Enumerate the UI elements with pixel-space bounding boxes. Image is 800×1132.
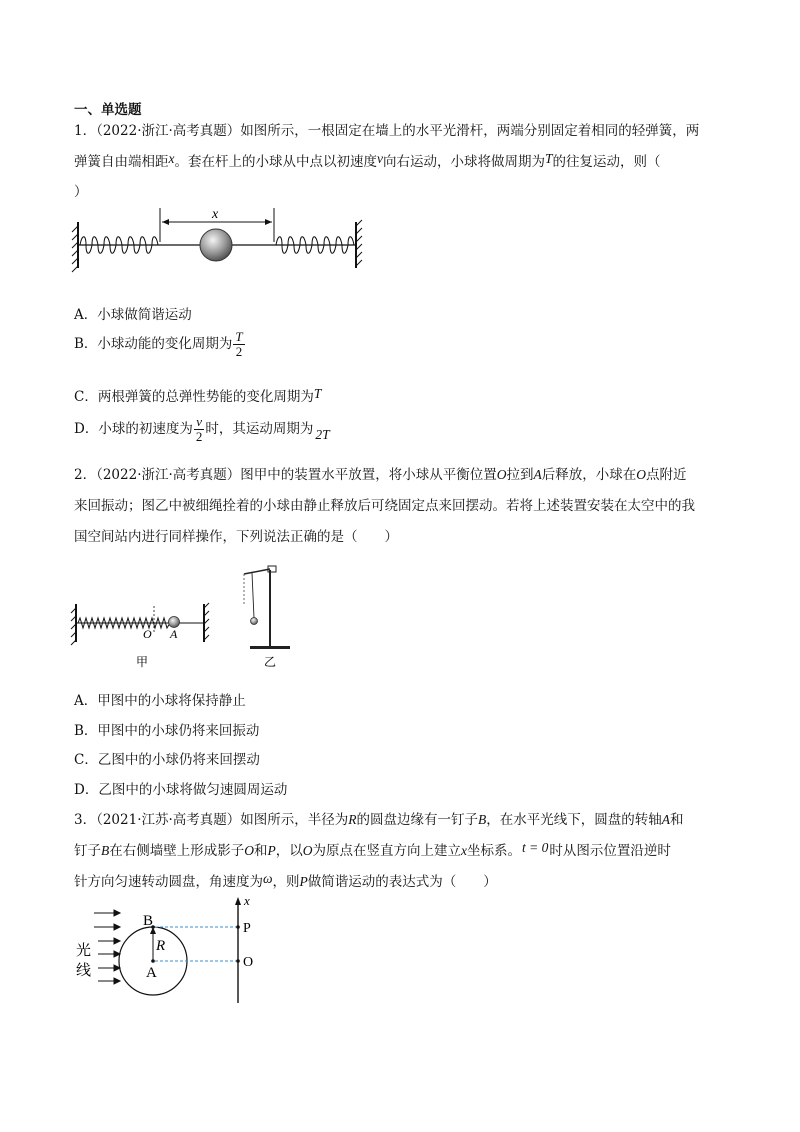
q1-option-c[interactable]	[74, 385, 321, 405]
q3-text: 钉子	[74, 843, 101, 859]
q1-option-d-text: 时，其运动周期为	[205, 421, 314, 437]
fraction-T-over-2	[233, 330, 244, 359]
q3-text: 针方向匀速转动圆盘，角速度为	[74, 874, 263, 890]
q3-line-2	[74, 839, 671, 859]
q1-var-v: v	[377, 151, 383, 166]
q3-text: 时从图示位置沿逆时	[549, 843, 671, 859]
label-P: P	[243, 921, 251, 936]
q2-caption-jia: 甲	[136, 655, 149, 669]
q1-option-a[interactable]: A．小球做简谐运动	[74, 307, 192, 323]
stand-arm	[244, 569, 270, 574]
q1-option-c-var: T	[313, 386, 322, 401]
q3-var-omega: ω	[263, 871, 273, 886]
q2-option-b[interactable]: B．甲图中的小球仍将来回振动	[74, 723, 260, 739]
pendulum-ball	[251, 618, 258, 625]
q3-var-x: x	[461, 843, 467, 858]
q2-var-O: O	[496, 467, 507, 482]
q1-option-b-text: B．小球动能的变化周期为	[74, 336, 233, 352]
label-O: O	[243, 955, 254, 970]
q3-text: 做简谐运动的表达式为（ ）	[307, 874, 497, 890]
q2-number: 2．	[74, 467, 97, 483]
q3-var-O: O	[302, 843, 313, 858]
q3-var-P: P	[299, 874, 308, 889]
q2-option-d[interactable]: D．乙图中的小球将做匀速圆周运动	[74, 782, 288, 798]
q1-option-d-text: D．小球的初速度为	[74, 421, 193, 437]
q2-option-c[interactable]: C．乙图中的小球仍将来回摆动	[74, 752, 260, 768]
q1-number: 1．	[74, 123, 97, 139]
q3-text: ，则	[272, 874, 300, 890]
q3-var-B: B	[478, 812, 487, 827]
q3-var-A: A	[661, 812, 671, 827]
q3-figure-disk	[70, 895, 270, 1005]
q1-fig-x-label: x	[212, 207, 219, 222]
light-arrows	[94, 910, 120, 984]
light-label-1: 光	[76, 941, 92, 959]
q1-line-1	[74, 119, 699, 139]
q1-text: 的往复运动，则（	[552, 154, 661, 170]
q3-text: 在右侧墙壁上形成影子	[109, 843, 245, 859]
q2-figure-yi	[240, 560, 300, 672]
fraction-denominator: 2	[195, 429, 203, 444]
q2-text: 后释放，小球在	[541, 467, 637, 483]
q1-option-c-text: C．两根弹簧的总弹性势能的变化周期为	[74, 389, 314, 405]
q3-text: 为原点在竖直方向上建立	[312, 843, 461, 859]
q1-option-b[interactable]	[74, 330, 246, 359]
q3-t0: t = 0	[522, 840, 549, 855]
q2-fig-O-label: O	[143, 627, 152, 641]
q3-number: 3．	[74, 812, 97, 828]
q2-text: 图甲中的装置水平放置，将小球从平衡位置	[240, 467, 497, 483]
label-B: B	[143, 913, 154, 929]
q3-text: 和	[670, 812, 684, 828]
q2-ball	[169, 617, 180, 628]
q3-text: 坐标系。	[467, 843, 521, 859]
q2-var-A: A	[533, 467, 542, 482]
q2-text: 拉到	[506, 467, 534, 483]
fraction-denominator: 2	[233, 344, 244, 359]
fraction-v-over-2	[194, 415, 205, 444]
section-title: 一、单选题	[74, 102, 142, 118]
q3-var-R: R	[348, 812, 357, 827]
q2-line-3: 国空间站内进行同样操作，下列说法正确的是（ ）	[74, 529, 398, 545]
q1-line-3: ）	[74, 184, 88, 200]
q1-var-x: x	[168, 151, 175, 166]
light-label-2: 线	[76, 961, 92, 979]
q3-text: 的圆盘边缘有一钉子	[356, 812, 479, 828]
q2-option-a[interactable]: A．甲图中的小球将保持静止	[74, 693, 246, 709]
q1-text: 。套在杆上的小球从中点以初速度	[174, 154, 377, 170]
q3-var-O: O	[244, 843, 254, 858]
q3-text: 和	[254, 843, 268, 859]
q1-line-2	[74, 150, 661, 170]
q2-text: 点附近	[646, 467, 687, 483]
q3-text: 如图所示，半径为	[240, 812, 349, 828]
q1-option-d[interactable]	[74, 415, 330, 444]
q2-var-O: O	[636, 467, 647, 482]
q2-source: （2022·浙江·高考真题）	[96, 467, 241, 483]
q3-line-3	[74, 870, 497, 890]
fraction-numerator: T	[235, 329, 243, 344]
label-R: R	[156, 938, 166, 954]
q3-var-B: B	[101, 843, 110, 858]
q3-line-1	[74, 808, 684, 828]
q1-var-T: T	[545, 151, 553, 166]
q2-figure-jia	[70, 598, 220, 670]
q1-option-d-var: 2T	[315, 427, 330, 442]
q2-fig-A-label: A	[170, 627, 178, 641]
label-A: A	[146, 965, 157, 981]
q3-text: ，在水平光线下，圆盘的转轴	[486, 812, 662, 828]
x-axis-label: x	[244, 893, 250, 908]
q3-text: ，以	[275, 843, 303, 859]
q3-var-P: P	[267, 843, 276, 858]
pendulum-string	[252, 573, 254, 618]
q2-caption-yi: 乙	[264, 655, 277, 669]
q1-ball	[200, 229, 232, 261]
q1-text: 弹簧自由端相距	[74, 154, 169, 170]
q1-figure-spring-ball	[70, 204, 370, 274]
q1-text: 向右运动，小球将做周期为	[383, 154, 545, 170]
fraction-numerator: v	[196, 414, 202, 429]
q2-line-1	[74, 463, 687, 483]
q1-source: （2022·浙江·高考真题）	[96, 123, 241, 139]
q1-text: 如图所示，一根固定在墙上的水平光滑杆，两端分别固定着相同的轻弹簧，两	[240, 123, 700, 139]
q2-line-2: 来回振动；图乙中被细绳拴着的小球由静止释放后可绕固定点来回摆动。若将上述装置安装在太空中的我	[74, 498, 695, 514]
stand-base	[250, 646, 290, 649]
q3-source: （2021·江苏·高考真题）	[96, 812, 241, 828]
